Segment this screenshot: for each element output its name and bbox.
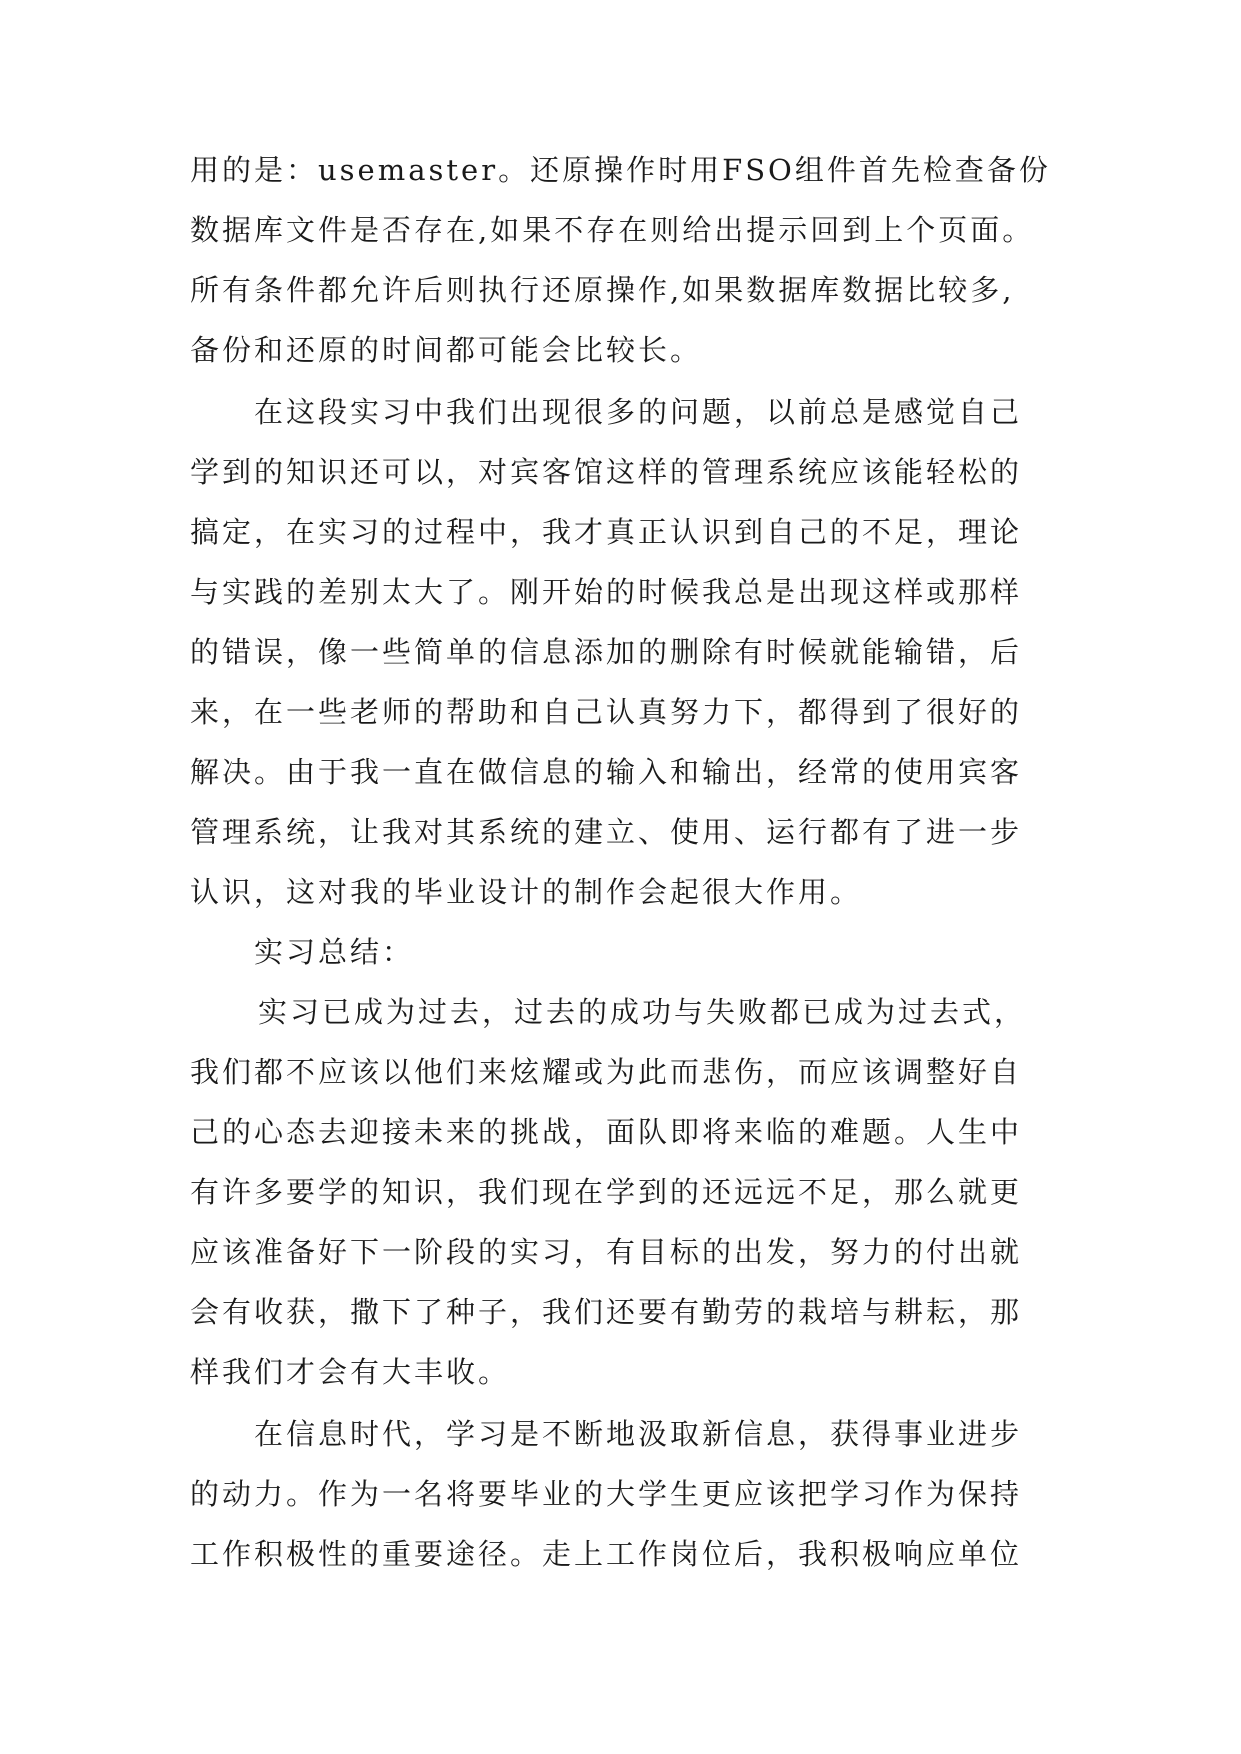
text-line-7: 搞定，在实习的过程中，我才真正认识到自己的不足，理论 bbox=[190, 515, 1023, 549]
text-line-12: 管理系统，让我对其系统的建立、使用、运行都有了进一步 bbox=[190, 815, 1023, 849]
text-line-13: 认识，这对我的毕业设计的制作会起很大作用。 bbox=[190, 875, 863, 909]
text-line-2: 数据库文件是否存在,如果不存在则给出提示回到上个页面。 bbox=[190, 213, 1035, 247]
text-line-16: 我们都不应该以他们来炫耀或为此而悲伤，而应该调整好自 bbox=[190, 1055, 1023, 1089]
paragraph-start-line: 实习已成为过去，过去的成功与失败都已成为过去式， bbox=[258, 995, 1027, 1029]
text-line-10: 来，在一些老师的帮助和自己认真努力下，都得到了很好的 bbox=[190, 695, 1023, 729]
text-line-8: 与实践的差别太大了。刚开始的时候我总是出现这样或那样 bbox=[190, 575, 1023, 609]
text-line-3: 所有条件都允许后则执行还原操作,如果数据库数据比较多, bbox=[190, 273, 1015, 307]
text-line-24: 工作积极性的重要途径。走上工作岗位后，我积极响应单位 bbox=[190, 1537, 1023, 1571]
paragraph-start-line: 在这段实习中我们出现很多的问题，以前总是感觉自己 bbox=[254, 395, 1023, 429]
text-line-4: 备份和还原的时间都可能会比较长。 bbox=[190, 333, 703, 367]
text-line-19: 应该准备好下一阶段的实习，有目标的出发，努力的付出就 bbox=[190, 1235, 1023, 1269]
text-line-17: 己的心态去迎接未来的挑战，面队即将来临的难题。人生中 bbox=[190, 1115, 1023, 1149]
text-line-6: 学到的知识还可以，对宾客馆这样的管理系统应该能轻松的 bbox=[190, 455, 1023, 489]
text-line-20: 会有收获，撒下了种子，我们还要有勤劳的栽培与耕耘，那 bbox=[190, 1295, 1023, 1329]
text-line-18: 有许多要学的知识，我们现在学到的还远远不足，那么就更 bbox=[190, 1175, 1023, 1209]
paragraph-start-line: 在信息时代，学习是不断地汲取新信息，获得事业进步 bbox=[254, 1417, 1023, 1451]
text-line-11: 解决。由于我一直在做信息的输入和输出，经常的使用宾客 bbox=[190, 755, 1023, 789]
text-line-1: 用的是：usemaster。还原操作时用FSO组件首先检查备份 bbox=[190, 153, 1051, 187]
section-heading: 实习总结： bbox=[254, 935, 415, 969]
text-line-21: 样我们才会有大丰收。 bbox=[190, 1355, 511, 1389]
text-line-23: 的动力。作为一名将要毕业的大学生更应该把学习作为保持 bbox=[190, 1477, 1023, 1511]
text-line-9: 的错误，像一些简单的信息添加的删除有时候就能输错，后 bbox=[190, 635, 1023, 669]
